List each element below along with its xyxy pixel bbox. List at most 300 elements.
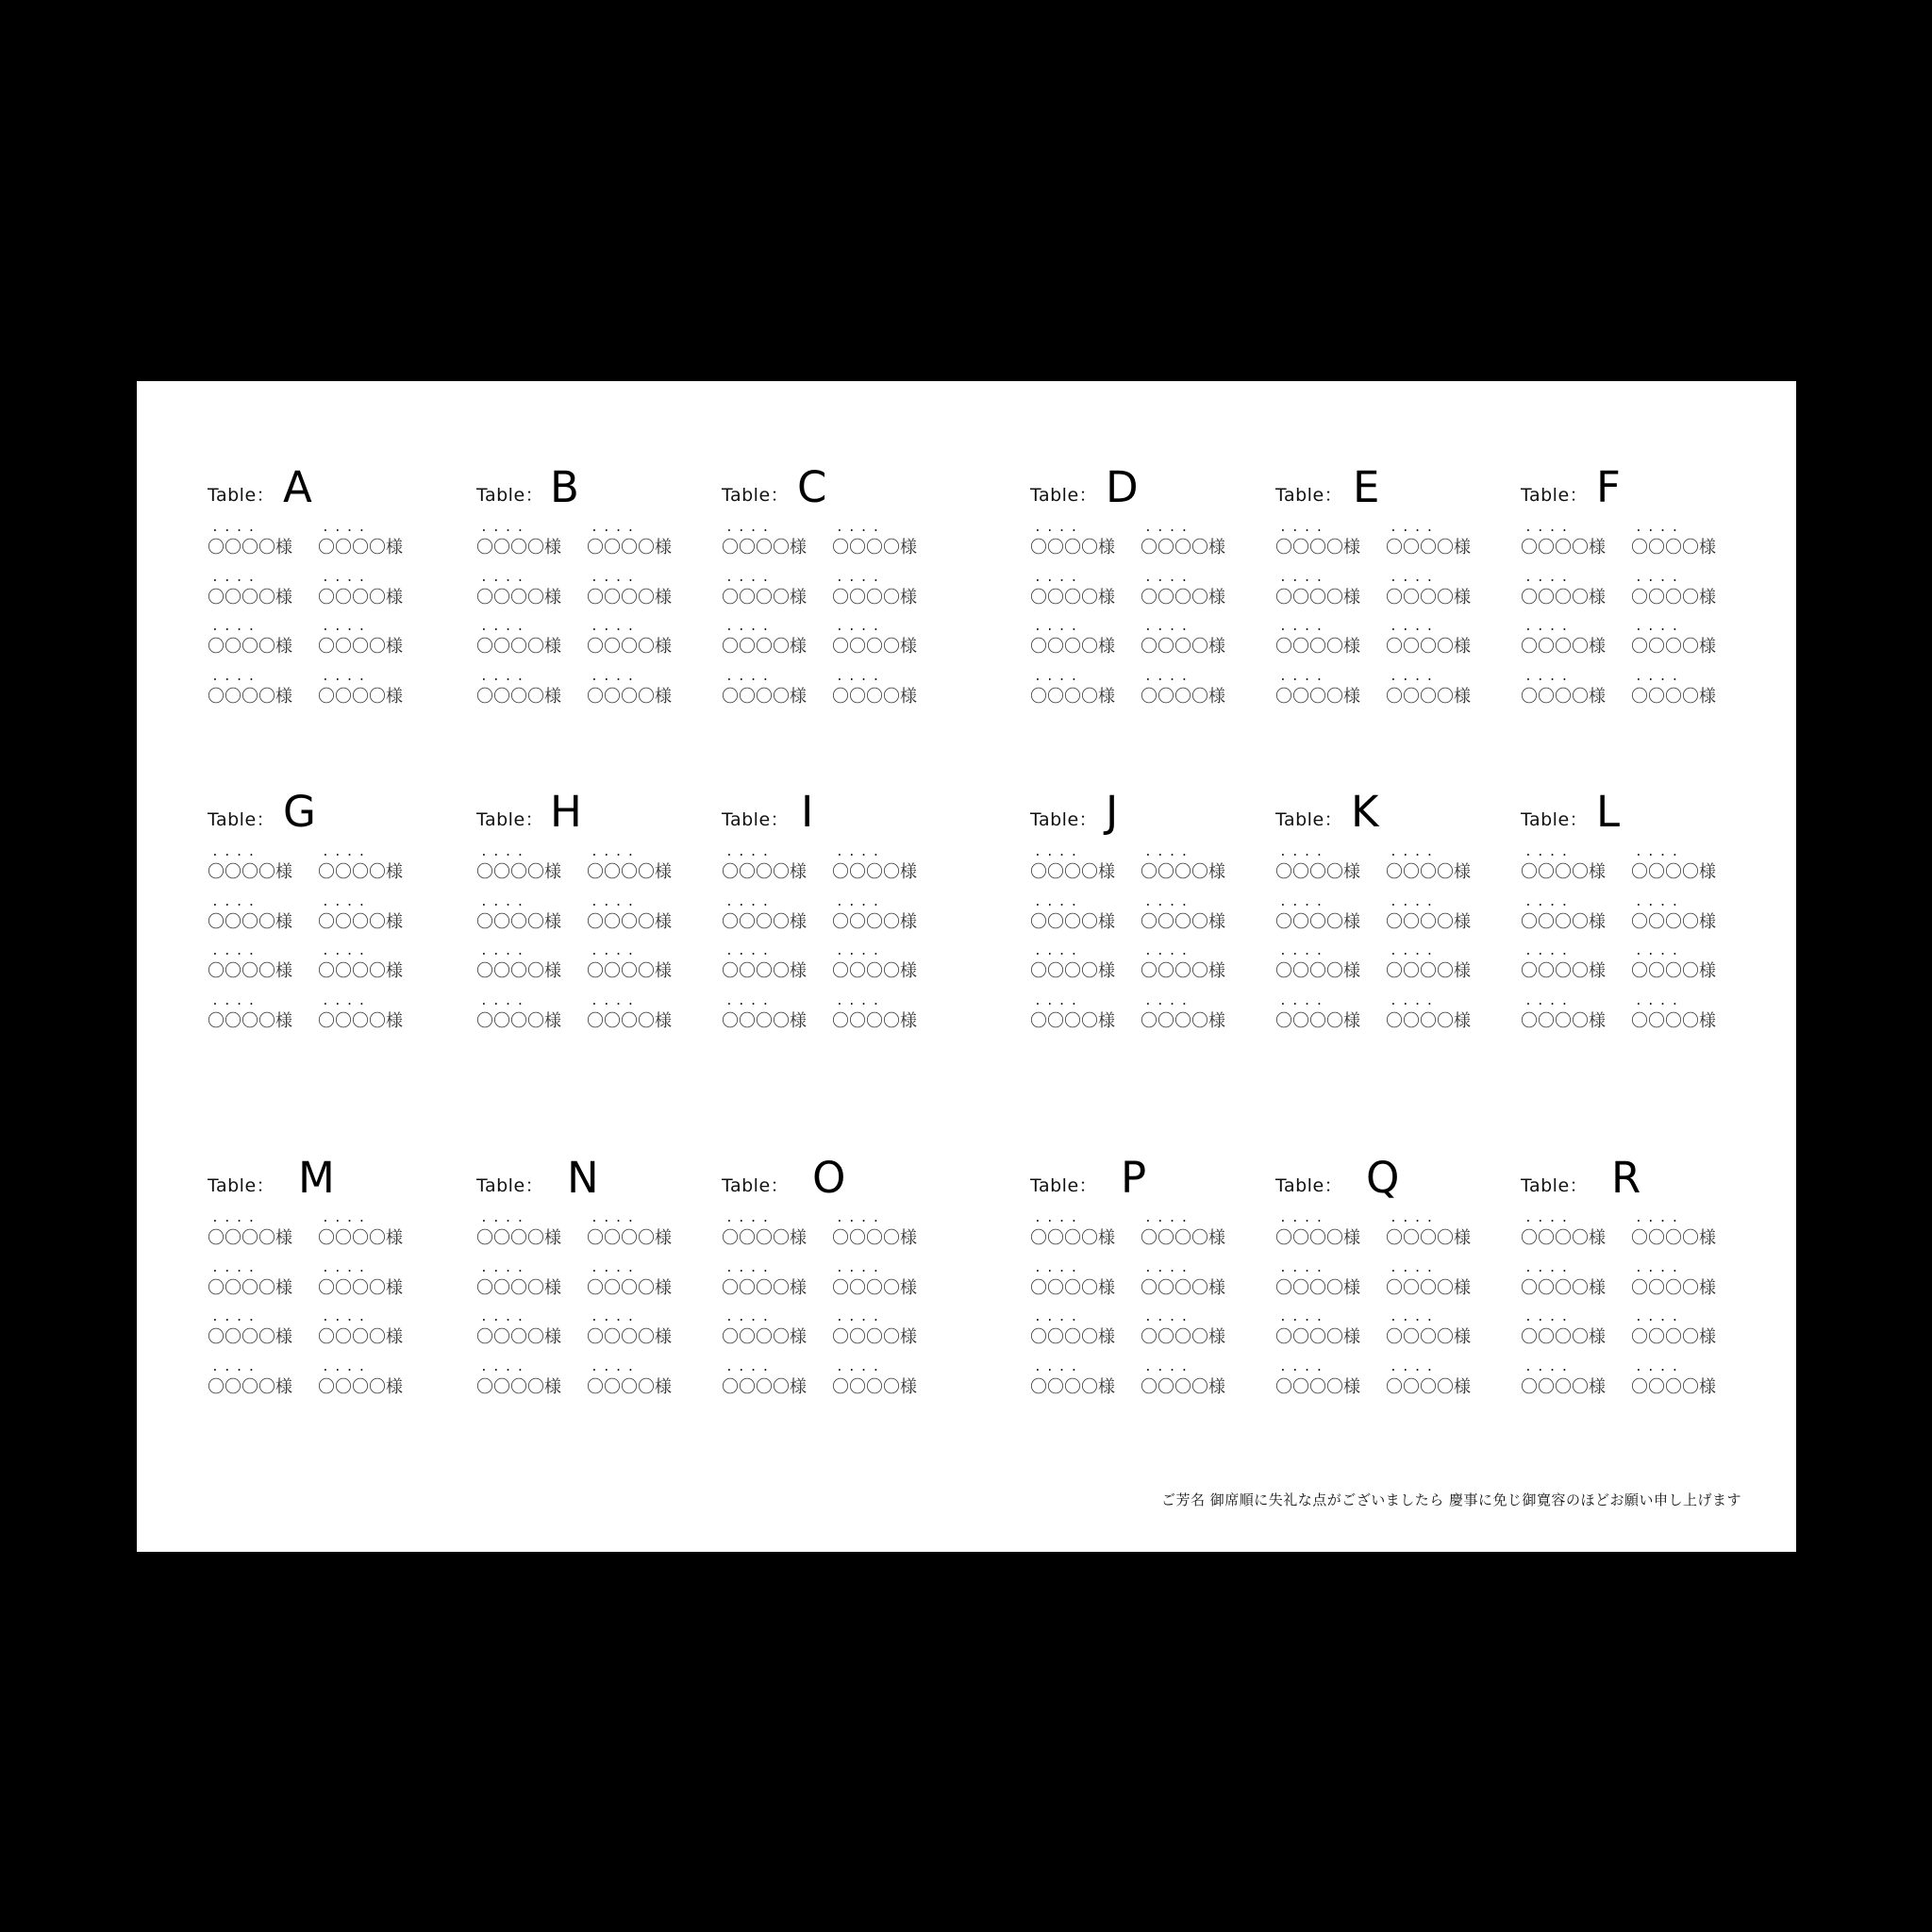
- table-header: [208, 462, 434, 515]
- guest-entry: [1141, 670, 1244, 720]
- guest-title-placeholder: ....: [1524, 845, 1574, 859]
- guest-title-placeholder: ....: [591, 1310, 640, 1324]
- guest-name: 〇〇〇〇様: [476, 1277, 561, 1298]
- guest-title-placeholder: ....: [836, 894, 885, 909]
- guest-entry: [1030, 670, 1134, 720]
- guest-entry: [587, 521, 691, 571]
- guest-title-placeholder: ....: [725, 993, 774, 1008]
- guest-name: 〇〇〇〇様: [208, 637, 292, 657]
- guest-title-placeholder: ....: [1034, 944, 1083, 958]
- guest-entry: [832, 895, 936, 945]
- table-letter: H: [550, 787, 582, 837]
- guest-title-placeholder: ....: [480, 521, 529, 535]
- guest-title-placeholder: ....: [211, 669, 260, 684]
- guest-title-placeholder: ....: [591, 521, 640, 535]
- guest-title-placeholder: ....: [1034, 1260, 1083, 1275]
- guest-entry: [1631, 845, 1735, 895]
- guest-entry: [1030, 994, 1134, 1044]
- guest-entry: [208, 1261, 311, 1311]
- guest-name: 〇〇〇〇様: [1030, 686, 1115, 707]
- guest-name: 〇〇〇〇様: [1141, 686, 1225, 707]
- guest-title-placeholder: ....: [591, 993, 640, 1008]
- guest-name: 〇〇〇〇様: [208, 961, 292, 981]
- guest-entry: [476, 620, 580, 670]
- guest-name: 〇〇〇〇様: [587, 1010, 672, 1031]
- guest-title-placeholder: ....: [480, 669, 529, 684]
- guest-name: 〇〇〇〇様: [1521, 961, 1606, 981]
- guest-name: 〇〇〇〇様: [1386, 686, 1471, 707]
- guest-entry: [1521, 845, 1624, 895]
- guest-column: [587, 521, 691, 719]
- guest-name: 〇〇〇〇様: [832, 1327, 917, 1347]
- guest-title-placeholder: ....: [1144, 521, 1193, 535]
- guest-entry: [1275, 845, 1379, 895]
- guest-title-placeholder: ....: [1524, 1310, 1574, 1324]
- guest-entry: [1631, 895, 1735, 945]
- guest-column: [318, 1211, 422, 1409]
- guest-entry: [1275, 994, 1379, 1044]
- guest-entry: [476, 845, 580, 895]
- guest-entry: [208, 620, 311, 670]
- guest-entry: [1030, 895, 1134, 945]
- guest-name: 〇〇〇〇様: [1631, 587, 1716, 608]
- guest-title-placeholder: ....: [1390, 1211, 1439, 1225]
- table-header: [476, 787, 703, 840]
- guest-name: 〇〇〇〇様: [832, 1010, 917, 1031]
- guest-name: 〇〇〇〇様: [1030, 637, 1115, 657]
- guest-title-placeholder: ....: [480, 845, 529, 859]
- guest-name: 〇〇〇〇様: [1631, 637, 1716, 657]
- table-label: Table：: [1030, 809, 1098, 830]
- guest-title-placeholder: ....: [836, 570, 885, 585]
- guest-entry: [1030, 1310, 1134, 1360]
- guest-entry: [318, 895, 422, 945]
- guest-title-placeholder: ....: [1279, 669, 1328, 684]
- guest-entry: [476, 521, 580, 571]
- guest-entry: [208, 1360, 311, 1410]
- guest-title-placeholder: ....: [836, 1310, 885, 1324]
- guest-entry: [722, 1360, 825, 1410]
- guest-title-placeholder: ....: [1144, 669, 1193, 684]
- guest-column: [722, 845, 825, 1043]
- guest-title-placeholder: ....: [1635, 944, 1684, 958]
- guest-title-placeholder: ....: [836, 1359, 885, 1374]
- guest-name: 〇〇〇〇様: [208, 1228, 292, 1248]
- guest-entry: [832, 521, 936, 571]
- guest-name: 〇〇〇〇様: [587, 1277, 672, 1298]
- guest-entry: [1275, 1310, 1379, 1360]
- guest-entry: [1275, 571, 1379, 621]
- guest-entry: [587, 1261, 691, 1311]
- guest-title-placeholder: ....: [1635, 1260, 1684, 1275]
- guest-column: [1631, 521, 1735, 719]
- guest-title-placeholder: ....: [322, 669, 371, 684]
- guest-entry: [1275, 670, 1379, 720]
- guest-name: 〇〇〇〇様: [832, 587, 917, 608]
- guest-entry: [832, 620, 936, 670]
- guest-name: 〇〇〇〇様: [832, 911, 917, 932]
- guest-entry: [1386, 994, 1490, 1044]
- guest-name: 〇〇〇〇様: [476, 1376, 561, 1397]
- guest-name: 〇〇〇〇様: [1521, 1376, 1606, 1397]
- guest-title-placeholder: ....: [322, 1211, 371, 1225]
- guest-title-placeholder: ....: [1034, 669, 1083, 684]
- guest-name: 〇〇〇〇様: [832, 862, 917, 882]
- guest-title-placeholder: ....: [1279, 894, 1328, 909]
- guest-name: 〇〇〇〇様: [1386, 911, 1471, 932]
- guest-entry: [476, 1310, 580, 1360]
- guest-name: 〇〇〇〇様: [318, 538, 403, 558]
- guest-name: 〇〇〇〇様: [587, 538, 672, 558]
- guest-name: 〇〇〇〇様: [1521, 587, 1606, 608]
- table-letter: C: [797, 462, 827, 512]
- guest-title-placeholder: ....: [1144, 993, 1193, 1008]
- guest-title-placeholder: ....: [725, 894, 774, 909]
- guest-title-placeholder: ....: [1279, 1211, 1328, 1225]
- guest-entry: [1141, 895, 1244, 945]
- guest-name: 〇〇〇〇様: [208, 911, 292, 932]
- table-header: [722, 1153, 948, 1206]
- guest-title-placeholder: ....: [1279, 1359, 1328, 1374]
- guest-column: [208, 1211, 311, 1409]
- guest-title-placeholder: ....: [1390, 1260, 1439, 1275]
- guest-column: [1275, 1211, 1379, 1409]
- guest-name: 〇〇〇〇様: [832, 1376, 917, 1397]
- guest-name: 〇〇〇〇様: [722, 637, 807, 657]
- guest-entry: [318, 994, 422, 1044]
- table-label: Table：: [1521, 809, 1589, 830]
- guest-name: 〇〇〇〇様: [1275, 862, 1360, 882]
- guest-name: 〇〇〇〇様: [1141, 911, 1225, 932]
- table-header: [1030, 787, 1257, 840]
- guest-title-placeholder: ....: [1144, 570, 1193, 585]
- guest-name: 〇〇〇〇様: [1275, 1228, 1360, 1248]
- guest-name: 〇〇〇〇様: [1521, 538, 1606, 558]
- guest-entry: [1631, 521, 1735, 571]
- guest-entry: [476, 571, 580, 621]
- guest-entry: [318, 571, 422, 621]
- table-letter: Q: [1366, 1153, 1400, 1203]
- guest-title-placeholder: ....: [1390, 944, 1439, 958]
- guest-title-placeholder: ....: [322, 894, 371, 909]
- guest-name: 〇〇〇〇様: [587, 686, 672, 707]
- guest-title-placeholder: ....: [1034, 894, 1083, 909]
- guest-title-placeholder: ....: [1279, 845, 1328, 859]
- guest-title-placeholder: ....: [836, 1260, 885, 1275]
- table-block-i: [722, 787, 948, 1060]
- guest-entry: [208, 895, 311, 945]
- guest-name: 〇〇〇〇様: [1386, 538, 1471, 558]
- guest-column: [476, 1211, 580, 1409]
- table-block-d: [1030, 462, 1257, 736]
- guest-entry: [208, 670, 311, 720]
- guest-name: 〇〇〇〇様: [1275, 911, 1360, 932]
- guest-column: [832, 521, 936, 719]
- guest-title-placeholder: ....: [322, 1260, 371, 1275]
- table-block-l: [1521, 787, 1747, 1060]
- guest-name: 〇〇〇〇様: [318, 587, 403, 608]
- guest-title-placeholder: ....: [322, 944, 371, 958]
- guest-title-placeholder: ....: [1034, 1310, 1083, 1324]
- guest-name: 〇〇〇〇様: [1275, 686, 1360, 707]
- table-block-o: [722, 1153, 948, 1426]
- table-letter: M: [298, 1153, 335, 1203]
- guest-entry: [1030, 1211, 1134, 1261]
- guest-title-placeholder: ....: [836, 944, 885, 958]
- table-letter: O: [812, 1153, 846, 1203]
- guest-name: 〇〇〇〇様: [587, 862, 672, 882]
- guest-name: 〇〇〇〇様: [318, 686, 403, 707]
- guest-name: 〇〇〇〇様: [1521, 1010, 1606, 1031]
- guest-name: 〇〇〇〇様: [1275, 1277, 1360, 1298]
- guest-name: 〇〇〇〇様: [587, 1376, 672, 1397]
- guest-name: 〇〇〇〇様: [1386, 637, 1471, 657]
- guest-column: [722, 521, 825, 719]
- table-block-k: [1275, 787, 1502, 1060]
- table-header: [476, 462, 703, 515]
- guest-name: 〇〇〇〇様: [722, 911, 807, 932]
- guest-entry: [1386, 1211, 1490, 1261]
- table-block-n: [476, 1153, 703, 1426]
- table-label: Table：: [1030, 485, 1098, 506]
- guest-name: 〇〇〇〇様: [1386, 1376, 1471, 1397]
- guest-entry: [1386, 944, 1490, 994]
- guest-name: 〇〇〇〇様: [587, 961, 672, 981]
- table-label: Table：: [1030, 1175, 1098, 1196]
- guest-title-placeholder: ....: [1034, 620, 1083, 634]
- guest-column: [1386, 845, 1490, 1043]
- guest-name: 〇〇〇〇様: [1030, 862, 1115, 882]
- guest-entry: [832, 1360, 936, 1410]
- guest-title-placeholder: ....: [211, 894, 260, 909]
- guest-title-placeholder: ....: [322, 570, 371, 585]
- guest-entry: [587, 670, 691, 720]
- guest-entry: [722, 944, 825, 994]
- footer-note: ご芳名 御席順に失礼な点がございましたら 慶事に免じ御寛容のほどお願い申し上げます: [1160, 1491, 1741, 1508]
- guest-title-placeholder: ....: [1390, 669, 1439, 684]
- guest-name: 〇〇〇〇様: [1030, 1376, 1115, 1397]
- guest-title-placeholder: ....: [211, 1211, 260, 1225]
- guest-title-placeholder: ....: [211, 1260, 260, 1275]
- table-block-c: [722, 462, 948, 736]
- guest-title-placeholder: ....: [1144, 1359, 1193, 1374]
- table-block-r: [1521, 1153, 1747, 1426]
- guest-title-placeholder: ....: [1279, 620, 1328, 634]
- guest-title-placeholder: ....: [1635, 1359, 1684, 1374]
- table-label: Table：: [208, 1175, 275, 1196]
- guest-name: 〇〇〇〇様: [1275, 1010, 1360, 1031]
- guest-entry: [208, 521, 311, 571]
- guest-entry: [587, 1310, 691, 1360]
- guest-entry: [1141, 620, 1244, 670]
- guest-name: 〇〇〇〇様: [832, 1277, 917, 1298]
- guest-column: [1275, 521, 1379, 719]
- guest-title-placeholder: ....: [725, 620, 774, 634]
- table-letter: F: [1596, 462, 1621, 512]
- guest-title-placeholder: ....: [322, 620, 371, 634]
- guest-title-placeholder: ....: [1524, 521, 1574, 535]
- guest-column: [1631, 1211, 1735, 1409]
- guest-entry: [1030, 1261, 1134, 1311]
- guest-name: 〇〇〇〇様: [318, 1228, 403, 1248]
- table-header: [208, 787, 434, 840]
- guest-name: 〇〇〇〇様: [1631, 1228, 1716, 1248]
- guest-title-placeholder: ....: [591, 1211, 640, 1225]
- guest-title-placeholder: ....: [725, 1359, 774, 1374]
- guest-name: 〇〇〇〇様: [587, 1327, 672, 1347]
- guest-name: 〇〇〇〇様: [1386, 1277, 1471, 1298]
- guest-column: [208, 845, 311, 1043]
- guest-name: 〇〇〇〇様: [1141, 637, 1225, 657]
- guest-title-placeholder: ....: [725, 669, 774, 684]
- table-label: Table：: [476, 485, 544, 506]
- guest-title-placeholder: ....: [1524, 894, 1574, 909]
- guest-title-placeholder: ....: [322, 1359, 371, 1374]
- guest-column: [1141, 521, 1244, 719]
- guest-entry: [722, 895, 825, 945]
- guest-name: 〇〇〇〇様: [1386, 862, 1471, 882]
- guest-entry: [1275, 1261, 1379, 1311]
- guest-column: [318, 845, 422, 1043]
- guest-title-placeholder: ....: [1144, 845, 1193, 859]
- guest-title-placeholder: ....: [1034, 993, 1083, 1008]
- table-letter: B: [550, 462, 579, 512]
- guest-title-placeholder: ....: [322, 845, 371, 859]
- guest-name: 〇〇〇〇様: [722, 1327, 807, 1347]
- guest-entry: [476, 670, 580, 720]
- guest-name: 〇〇〇〇様: [1521, 1277, 1606, 1298]
- guest-column: [1386, 1211, 1490, 1409]
- guest-title-placeholder: ....: [480, 894, 529, 909]
- table-header: [722, 787, 948, 840]
- guest-entry: [1030, 845, 1134, 895]
- guest-title-placeholder: ....: [725, 1260, 774, 1275]
- guest-name: 〇〇〇〇様: [1631, 862, 1716, 882]
- guest-entry: [318, 521, 422, 571]
- guest-title-placeholder: ....: [322, 993, 371, 1008]
- guest-entry: [587, 994, 691, 1044]
- guest-entry: [1521, 620, 1624, 670]
- guest-title-placeholder: ....: [1524, 570, 1574, 585]
- guest-entry: [1030, 521, 1134, 571]
- guest-column: [1386, 521, 1490, 719]
- guest-name: 〇〇〇〇様: [722, 1010, 807, 1031]
- guest-name: 〇〇〇〇様: [318, 862, 403, 882]
- guest-title-placeholder: ....: [591, 570, 640, 585]
- table-header: [1275, 462, 1502, 515]
- guest-entry: [587, 944, 691, 994]
- guest-name: 〇〇〇〇様: [587, 637, 672, 657]
- guest-title-placeholder: ....: [480, 1211, 529, 1225]
- guest-title-placeholder: ....: [480, 944, 529, 958]
- guest-name: 〇〇〇〇様: [1631, 1327, 1716, 1347]
- guest-column: [476, 521, 580, 719]
- guest-title-placeholder: ....: [322, 521, 371, 535]
- guest-entry: [1386, 670, 1490, 720]
- guest-name: 〇〇〇〇様: [722, 686, 807, 707]
- guest-title-placeholder: ....: [211, 993, 260, 1008]
- table-label: Table：: [1275, 485, 1343, 506]
- guest-name: 〇〇〇〇様: [722, 862, 807, 882]
- guest-column: [1141, 1211, 1244, 1409]
- guest-name: 〇〇〇〇様: [318, 1010, 403, 1031]
- guest-entry: [587, 895, 691, 945]
- guest-column: [1275, 845, 1379, 1043]
- guest-entry: [722, 571, 825, 621]
- table-block-m: [208, 1153, 434, 1426]
- guest-entry: [1141, 1360, 1244, 1410]
- guest-name: 〇〇〇〇様: [208, 538, 292, 558]
- guest-title-placeholder: ....: [1635, 1310, 1684, 1324]
- guest-title-placeholder: ....: [1034, 521, 1083, 535]
- table-header: [1521, 787, 1747, 840]
- guest-entry: [1141, 571, 1244, 621]
- guest-name: 〇〇〇〇様: [318, 1327, 403, 1347]
- guest-title-placeholder: ....: [725, 944, 774, 958]
- guest-entry: [1030, 1360, 1134, 1410]
- guest-name: 〇〇〇〇様: [1386, 1327, 1471, 1347]
- guest-entry: [1030, 571, 1134, 621]
- guest-entry: [1521, 521, 1624, 571]
- guest-name: 〇〇〇〇様: [1141, 862, 1225, 882]
- guest-title-placeholder: ....: [725, 570, 774, 585]
- guest-column: [1521, 521, 1624, 719]
- guest-entry: [1521, 1310, 1624, 1360]
- guest-name: 〇〇〇〇様: [1521, 686, 1606, 707]
- guest-title-placeholder: ....: [1635, 1211, 1684, 1225]
- guest-title-placeholder: ....: [211, 1359, 260, 1374]
- table-block-g: [208, 787, 434, 1060]
- guest-title-placeholder: ....: [211, 620, 260, 634]
- table-letter: K: [1351, 787, 1379, 837]
- guest-title-placeholder: ....: [1390, 1359, 1439, 1374]
- table-letter: D: [1106, 462, 1139, 512]
- guest-name: 〇〇〇〇様: [208, 862, 292, 882]
- guest-title-placeholder: ....: [1635, 620, 1684, 634]
- guest-entry: [476, 895, 580, 945]
- guest-title-placeholder: ....: [1390, 993, 1439, 1008]
- guest-title-placeholder: ....: [836, 669, 885, 684]
- guest-entry: [318, 1211, 422, 1261]
- guest-title-placeholder: ....: [1524, 669, 1574, 684]
- guest-name: 〇〇〇〇様: [832, 686, 917, 707]
- guest-entry: [1521, 944, 1624, 994]
- guest-title-placeholder: ....: [1524, 1211, 1574, 1225]
- guest-name: 〇〇〇〇様: [1386, 1228, 1471, 1248]
- guest-entry: [587, 1360, 691, 1410]
- guest-title-placeholder: ....: [1524, 620, 1574, 634]
- guest-title-placeholder: ....: [1524, 1260, 1574, 1275]
- guest-entry: [318, 845, 422, 895]
- table-label: Table：: [722, 485, 790, 506]
- guest-entry: [318, 1360, 422, 1410]
- guest-name: 〇〇〇〇様: [1030, 587, 1115, 608]
- guest-name: 〇〇〇〇様: [476, 911, 561, 932]
- table-letter: J: [1106, 787, 1119, 837]
- guest-title-placeholder: ....: [1034, 570, 1083, 585]
- guest-name: 〇〇〇〇様: [208, 1327, 292, 1347]
- guest-column: [832, 1211, 936, 1409]
- guest-name: 〇〇〇〇様: [476, 538, 561, 558]
- guest-entry: [1275, 944, 1379, 994]
- guest-name: 〇〇〇〇様: [1631, 1376, 1716, 1397]
- guest-name: 〇〇〇〇様: [1386, 961, 1471, 981]
- table-letter: N: [567, 1153, 599, 1203]
- table-header: [476, 1153, 703, 1206]
- guest-name: 〇〇〇〇様: [208, 587, 292, 608]
- table-block-q: [1275, 1153, 1502, 1426]
- table-letter: P: [1121, 1153, 1147, 1203]
